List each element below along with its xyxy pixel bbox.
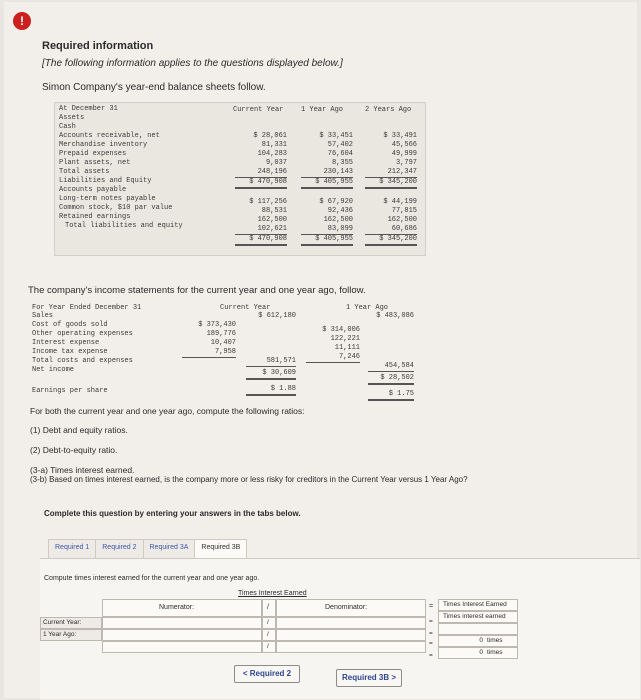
is-cell: 10,407 — [210, 339, 236, 347]
bs-cell: $ 44,199 — [383, 198, 417, 206]
question-sheet — [4, 2, 637, 698]
bs-col-current: Current Year — [233, 106, 284, 114]
numerator-input-prior[interactable] — [102, 629, 262, 641]
next-required-button[interactable]: Required 3B > — [336, 669, 402, 687]
bs-label: Long-term notes payable — [59, 195, 156, 203]
is-sales-current: $ 612,180 — [258, 312, 296, 320]
bs-cell: 248,196 — [235, 168, 287, 178]
is-row-header: For Year Ended December 31 — [32, 304, 142, 312]
divider-symbol: / — [267, 631, 269, 638]
divider-symbol: / — [267, 604, 269, 611]
equals-symbol: = — [429, 652, 433, 659]
is-cell: $ 314,006 — [322, 326, 360, 334]
question-3a: (3-a) Times interest earned. — [30, 465, 135, 475]
is-cell: 11,111 — [334, 344, 360, 352]
bs-label: Retained earnings — [59, 213, 131, 221]
result-label: Times interest earned — [443, 613, 506, 620]
is-cell: 189,776 — [206, 330, 236, 338]
tab-required-2[interactable]: Required 2 — [95, 539, 143, 559]
bs-label: Common stock, $10 par value — [59, 204, 173, 212]
is-label: Income tax expense — [32, 348, 108, 356]
is-cell: $ 28,502 — [368, 374, 414, 385]
bs-cell: $ 405,955 — [301, 235, 353, 246]
bs-cell: $ 33,451 — [319, 132, 353, 140]
bs-row-header: At December 31 — [59, 105, 118, 113]
page-title: Required information — [42, 40, 154, 52]
numerator-header — [102, 599, 262, 617]
bs-label: Accounts payable — [59, 186, 127, 194]
bs-cell: $ 470,908 — [235, 178, 287, 189]
prev-required-button[interactable]: < Required 2 — [234, 665, 300, 683]
bs-label: Cash — [59, 123, 76, 131]
bs-cell: $ 345,200 — [365, 178, 417, 189]
bs-cell: 162,500 — [387, 216, 417, 224]
is-col-prior: 1 Year Ago — [346, 304, 389, 312]
bs-cell: 57,402 — [327, 141, 353, 149]
bs-cell: $ 345,200 — [365, 235, 417, 246]
income-statement-table — [32, 304, 432, 404]
income-intro: The company's income statements for the current year and one year ago, follow. — [28, 285, 366, 296]
denominator-input-extra[interactable] — [276, 641, 426, 653]
bs-cell: $ 117,256 — [249, 198, 287, 206]
divider-symbol: / — [267, 643, 269, 650]
denominator-label: Denominator: — [325, 604, 368, 611]
denominator-input-prior[interactable] — [276, 629, 426, 641]
is-cell: 7,958 — [182, 348, 236, 358]
tab-required-1[interactable]: Required 1 — [48, 539, 96, 559]
bs-cell: $ 67,920 — [319, 198, 353, 206]
tab-required-3b[interactable]: Required 3B — [194, 539, 247, 559]
is-label: Interest expense — [32, 339, 100, 347]
row-label-current — [40, 617, 102, 629]
section-title: Times Interest Earned — [238, 590, 307, 597]
divider-symbol: / — [267, 619, 269, 626]
divider-header — [262, 599, 276, 617]
result-value-1 — [438, 635, 518, 647]
bs-cell: 230,143 — [301, 168, 353, 178]
intro-note: [The following information applies to the questions displayed below.] — [42, 58, 343, 69]
bs-cell: $ 470,908 — [235, 235, 287, 246]
bs-cell: 76,604 — [327, 150, 353, 158]
is-label: Total costs and expenses — [32, 357, 133, 365]
bs-col-2y: 2 Years Ago — [365, 106, 412, 114]
is-label: Other operating expenses — [32, 330, 133, 338]
numerator-input-current[interactable] — [102, 617, 262, 629]
question-3b: (3-b) Based on times interest earned, is the company more or less risky for creditors in the Current Year versus 1 Year Ago? — [30, 475, 468, 484]
balance-sheet-table — [54, 102, 426, 256]
result-number: 0 — [479, 649, 483, 656]
bs-cell: 92,436 — [327, 207, 353, 215]
row-label-prior — [40, 629, 102, 641]
instruction: Complete this question by entering your answers in the tabs below. — [44, 509, 301, 518]
bs-cell: $ 33,491 — [383, 132, 417, 140]
is-cell: $ 30,609 — [246, 369, 296, 380]
answer-tabs — [48, 539, 246, 559]
denominator-input-current[interactable] — [276, 617, 426, 629]
bs-label: Liabilities and Equity — [59, 177, 152, 185]
equals-symbol: = — [429, 618, 433, 625]
is-label: Net income — [32, 366, 75, 374]
is-cell: $ 1.88 — [246, 385, 296, 396]
bs-cell: 102,621 — [235, 225, 287, 235]
bs-cell: $ 405,955 — [301, 178, 353, 189]
bs-label: Merchandise inventory — [59, 141, 148, 149]
bs-cell: 104,283 — [257, 150, 287, 158]
equals-symbol: = — [429, 603, 434, 610]
is-label: Cost of goods sold — [32, 321, 108, 329]
bs-label: Accounts receivable, net — [59, 132, 160, 140]
is-col-current: Current Year — [220, 304, 271, 312]
result-unit: times — [487, 637, 503, 644]
bs-cell: 60,686 — [365, 225, 417, 235]
denominator-header — [276, 599, 426, 617]
bs-cell: 45,566 — [391, 141, 417, 149]
row-label: 1 Year Ago: — [43, 631, 77, 638]
is-cell: 581,571 — [246, 357, 296, 367]
bs-cell: 9,037 — [265, 159, 287, 167]
bs-cell: 162,500 — [257, 216, 287, 224]
ratios-intro: For both the current year and one year ago, compute the following ratios: — [30, 406, 305, 416]
bs-cell: 88,531 — [261, 207, 287, 215]
is-cell: $ 1.75 — [368, 390, 414, 401]
alert-icon: ! — [13, 12, 31, 30]
equals-symbol: = — [429, 630, 433, 637]
bs-label: Prepaid expenses — [59, 150, 127, 158]
result-value-2 — [438, 647, 518, 659]
numerator-label: Numerator: — [159, 604, 195, 611]
bs-label: Plant assets, net — [59, 159, 131, 167]
is-cell: 7,246 — [306, 353, 360, 363]
bs-cell: 212,347 — [365, 168, 417, 178]
balance-intro: Simon Company's year-end balance sheets follow. — [42, 82, 266, 93]
bs-cell: 162,500 — [323, 216, 353, 224]
equals-symbol: = — [429, 640, 433, 647]
question-2: (2) Debt-to-equity ratio. — [30, 445, 118, 455]
answer-panel — [40, 558, 640, 699]
result-header — [438, 599, 518, 611]
is-label: Sales — [32, 312, 54, 320]
is-cell: 454,584 — [368, 362, 414, 372]
bs-cell: $ 28,061 — [253, 132, 287, 140]
is-label: Earnings per share — [32, 387, 108, 395]
result-header-label: Times Interest Earned — [443, 601, 507, 608]
question-1: (1) Debt and equity ratios. — [30, 425, 128, 435]
is-cell: $ 373,430 — [198, 321, 236, 329]
bs-label: Total assets — [59, 168, 110, 176]
bs-cell: 83,099 — [301, 225, 353, 235]
result-current — [438, 611, 518, 623]
result-number: 0 — [479, 637, 483, 644]
panel-prompt: Compute times interest earned for the current year and one year ago. — [44, 575, 260, 582]
bs-cell: 3,797 — [395, 159, 417, 167]
is-sales-prior: $ 483,086 — [376, 312, 414, 320]
is-cell: 122,221 — [330, 335, 360, 343]
bs-cell: 49,999 — [391, 150, 417, 158]
bs-cell: 81,331 — [261, 141, 287, 149]
row-label: Current Year: — [43, 619, 82, 626]
bs-col-1y: 1 Year Ago — [301, 106, 344, 114]
numerator-input-extra[interactable] — [102, 641, 262, 653]
bs-cell: 8,355 — [331, 159, 353, 167]
bs-cell: 77,815 — [391, 207, 417, 215]
result-unit: times — [487, 649, 503, 656]
bs-label: Total liabilities and equity — [65, 222, 183, 230]
tab-required-3a[interactable]: Required 3A — [143, 539, 196, 559]
bs-label: Assets — [59, 114, 85, 122]
result-prior — [438, 623, 518, 635]
